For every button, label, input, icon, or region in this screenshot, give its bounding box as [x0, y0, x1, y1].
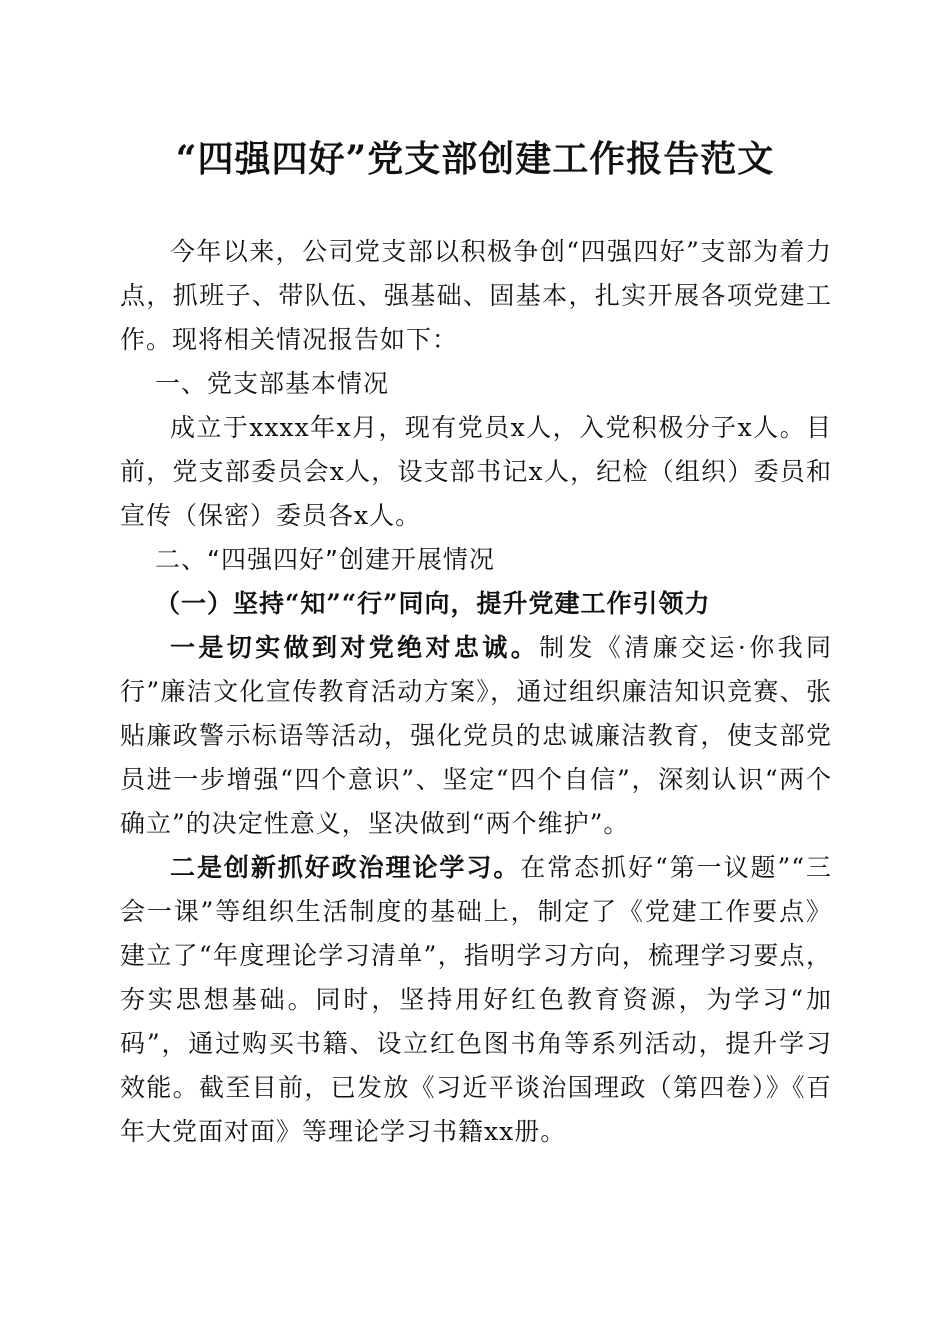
item-1-lead: 一是切实做到对党绝对忠诚。 [170, 633, 540, 662]
item-2-lead: 二是创新抓好政治理论学习。 [170, 853, 521, 882]
section-1-paragraph: 成立于xxxx年x月，现有党员x人，入党积极分子x人。目前，党支部委员会x人，设支部书记x人，纪检（组织）委员和宣传（保密）委员各x人。 [120, 413, 832, 530]
item-2-text: 在常态抓好“第一议题”“三会一课”等组织生活制度的基础上，制定了《党建工作要点》建立了“年度理论学习清单”，指明学习方向，梳理学习要点，夯实思想基础。同时，坚持用好红色教育资源，为学习“加码”，通过购买书籍、设立红色图书角等系列活动，提升学习效能。截至目前，已发放《习近平谈治国理政（第四卷）》《百年大党面对面》等理论学习书籍xx册。 [120, 853, 832, 1146]
document-title: “四强四好”党支部创建工作报告范文 [175, 138, 775, 180]
section-1-heading: 一、党支部基本情况 [155, 369, 390, 398]
subsection-1-heading: （一）坚持“知”“行”同向，提升党建工作引领力 [155, 589, 711, 618]
item-2-paragraph [120, 846, 832, 1154]
item-1-paragraph [120, 626, 832, 846]
section-2-heading: 二、“四强四好”创建开展情况 [155, 545, 495, 574]
intro-paragraph: 今年以来，公司党支部以积极争创“四强四好”支部为着力点，抓班子、带队伍、强基础、固基本，扎实开展各项党建工作。现将相关情况报告如下： [120, 237, 832, 354]
document-body [120, 230, 832, 1154]
item-1-text: 制发《清廉交运·你我同行”廉洁文化宣传教育活动方案》，通过组织廉洁知识竞赛、张贴廉政警示标语等活动，强化党员的忠诚廉洁教育，使支部党员进一步增强“四个意识”、坚定“四个自信”，深刻认识“两个确立”的决定性意义，坚决做到“两个维护”。 [120, 633, 832, 838]
